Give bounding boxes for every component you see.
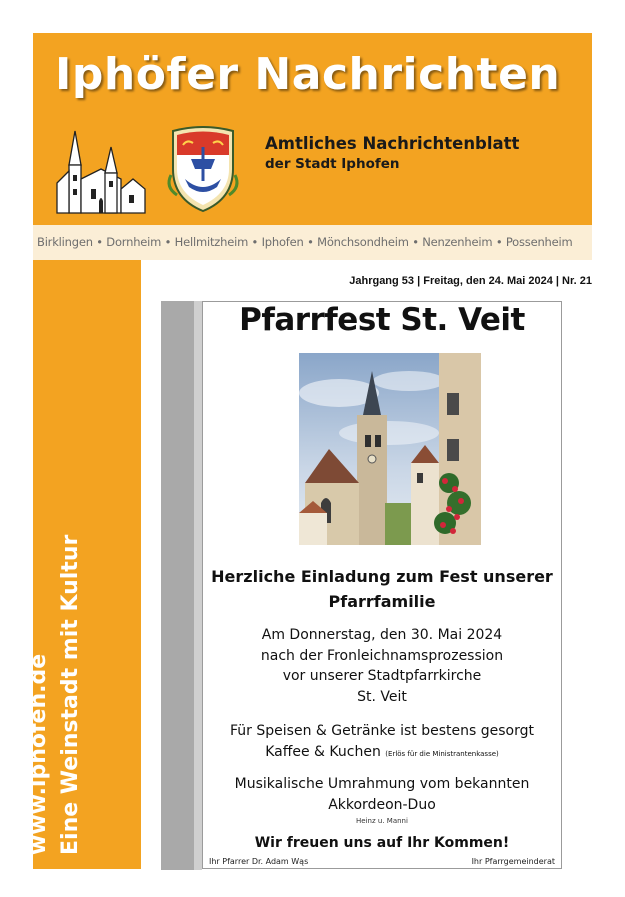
village-list-text: Birklingen • Dornheim • Hellmitzheim • Iphofen • Mönchsondheim • Nenzenheim • Possenheim <box>37 235 573 249</box>
event-details <box>203 625 561 707</box>
event-detail-line: Am Donnerstag, den 30. Mai 2024 <box>261 627 503 643</box>
flyer-shadow-edge <box>194 301 202 870</box>
invitation-line-2: Pfarrfamilie <box>328 592 436 611</box>
catering-info <box>203 721 561 765</box>
slogan: Eine Weinstadt mit Kultur <box>58 534 83 855</box>
sidebar-text <box>23 535 87 855</box>
invitation-heading <box>203 564 561 614</box>
catering-line-2 <box>203 742 561 765</box>
signature-council: Ihr Pfarrgemeinderat <box>471 857 555 866</box>
sidebar-banner <box>26 260 141 869</box>
church-skyline-icon <box>55 125 147 217</box>
event-flyer <box>202 301 562 869</box>
issue-line: Jahrgang 53 | Freitag, den 24. Mai 2024 | Nr. 21 <box>349 275 592 287</box>
masthead <box>33 33 592 225</box>
music-info <box>203 774 561 816</box>
flyer-title: Pfarrfest St. Veit <box>239 302 525 338</box>
church-photo <box>299 353 481 545</box>
masthead-town: der Stadt Iphofen <box>265 156 400 172</box>
event-detail-line: St. Veit <box>357 688 407 705</box>
event-detail-line: nach der Fronleichnamsprozession <box>260 647 504 664</box>
invitation-line-1: Herzliche Einladung zum Fest unserer <box>211 567 553 586</box>
duo-names: Heinz u. Manni <box>356 817 408 825</box>
cake-coffee-text: Kaffee & Kuchen <box>265 744 381 760</box>
closing-line: Wir freuen uns auf Ihr Kommen! <box>254 835 510 851</box>
masthead-subtitle: Amtliches Nachrichtenblatt <box>265 134 520 153</box>
village-list <box>33 225 592 260</box>
music-line-2: Akkordeon-Duo <box>328 797 436 813</box>
newspaper-title: Iphöfer Nachrichten <box>55 49 561 100</box>
website-url: www.iphofen.de <box>26 653 51 855</box>
signature-pastor: Ihr Pfarrer Dr. Adam Wąs <box>209 857 309 866</box>
event-detail-line: vor unserer Stadtpfarrkirche <box>282 668 482 684</box>
town-crest-icon <box>163 125 243 215</box>
music-line-1: Musikalische Umrahmung vom bekannten <box>234 776 530 792</box>
catering-line-1: Für Speisen & Getränke ist bestens gesorgt <box>230 723 534 739</box>
proceeds-note: (Erlös für die Ministrantenkasse) <box>385 750 499 758</box>
